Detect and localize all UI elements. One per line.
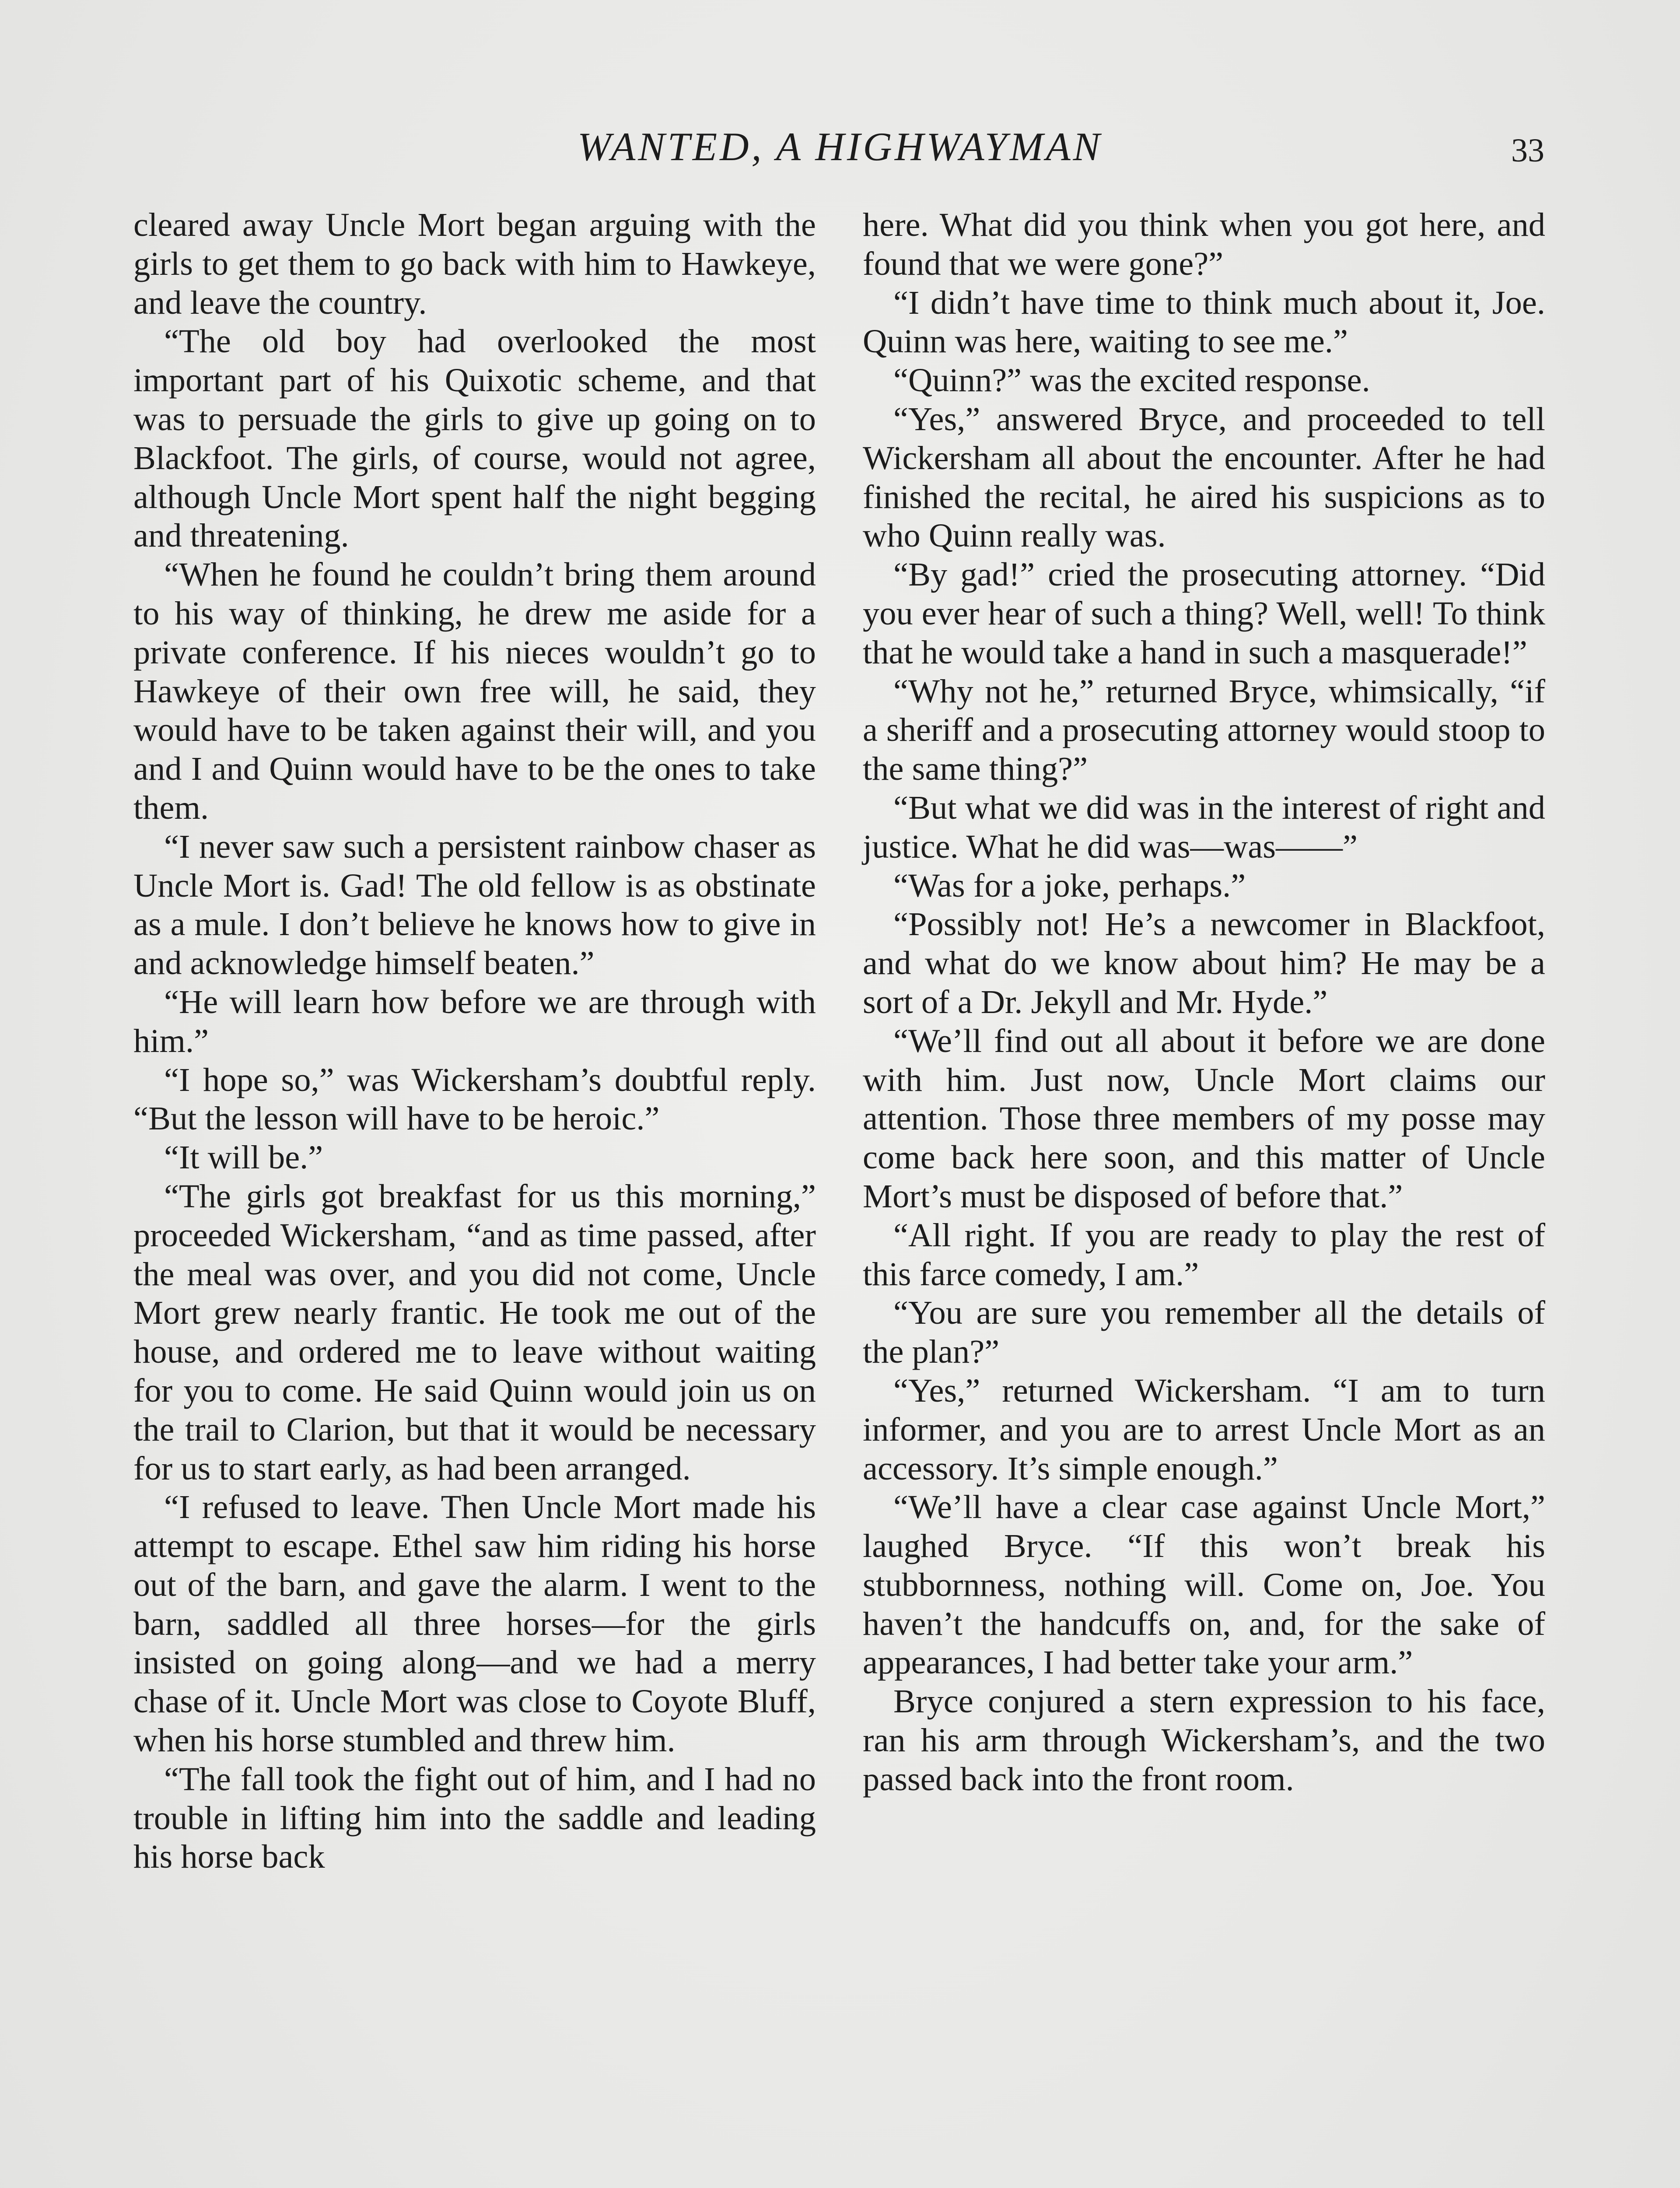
paragraph: “You are sure you remember all the details of the plan?” [863, 1294, 1545, 1371]
paragraph: “But what we did was in the interest of right and justice. What he did was—was——” [863, 789, 1545, 865]
paragraph: “The old boy had overlooked the most important part of his Quixotic scheme, and that was to persuade the girls to give up going on to Blackfoot. The girls, of course, would not agree, although Uncle Mort spent half the night begging and threatening. [133, 323, 816, 554]
paragraph: “I didn’t have time to think much about it, Joe. Quinn was here, waiting to see me.” [863, 284, 1545, 360]
paragraph: “I hope so,” was Wickersham’s doubtful reply. “But the lesson will have to be heroic.” [133, 1061, 816, 1137]
paragraph: “We’ll find out all about it before we are done with him. Just now, Uncle Mort claims our attention. Those three members of my posse may come back here soon, and this matter of Uncle Mort’s must be disposed of before that.” [863, 1022, 1545, 1215]
right-column [863, 206, 1545, 1799]
running-title: WANTED, A HIGHWAYMAN [577, 124, 1103, 169]
left-column [133, 206, 816, 1876]
paragraph: “I never saw such a persistent rainbow chaser as Uncle Mort is. Gad! The old fellow is as obstinate as a mule. I don’t believe he knows how to give in and acknowledge himself beaten.” [133, 828, 816, 982]
paragraph: “We’ll have a clear case against Uncle Mort,” laughed Bryce. “If this won’t break his stubbornness, nothing will. Come on, Joe. You haven’t the handcuffs on, and, for the sake of appearances, I had better take your arm.” [863, 1488, 1545, 1681]
paragraph: “Was for a joke, perhaps.” [893, 866, 1246, 904]
paragraph: “All right. If you are ready to play the rest of this farce comedy, I am.” [863, 1216, 1545, 1293]
paragraph: Bryce conjured a stern expression to his face, ran his arm through Wickersham’s, and the two passed back into the front room. [863, 1683, 1545, 1798]
paragraph: “I refused to leave. Then Uncle Mort made his attempt to escape. Ethel saw him riding his horse out of the barn, and gave the alarm. I went to the barn, saddled all three horses—for the girls insisted on going along—and we had a merry chase of it. Uncle Mort was close to Coyote Bluff, when his horse stumbled and threw him. [133, 1488, 816, 1759]
paragraph: “Quinn?” was the excited response. [893, 361, 1370, 399]
paragraph: “By gad!” cried the prosecuting attorney. “Did you ever hear of such a thing? Well, well! To think that he would take a hand in such a masquerade!” [863, 556, 1545, 671]
paragraph: “Yes,” returned Wickersham. “I am to turn informer, and you are to arrest Uncle Mort as an accessory. It’s simple enough.” [863, 1371, 1545, 1487]
paragraph: here. What did you think when you got here, and found that we were gone?” [863, 206, 1545, 282]
paragraph: “The girls got breakfast for us this morning,” proceeded Wickersham, “and as time passed, after the meal was over, and you did not come, Uncle Mort grew nearly frantic. He took me out of the house, and ordered me to leave without waiting for you to come. He said Quinn would join us on the trail to Clarion, but that it would be necessary for us to start early, as had been arranged. [133, 1177, 816, 1487]
paragraph: “Possibly not! He’s a newcomer in Blackfoot, and what do we know about him? He may be a sort of a Dr. Jekyll and Mr. Hyde.” [863, 905, 1545, 1020]
paragraph: cleared away Uncle Mort began arguing with the girls to get them to go back with him to Hawkeye, and leave the country. [133, 206, 816, 321]
paragraph: “He will learn how before we are through with him.” [133, 983, 816, 1059]
running-header [0, 118, 1680, 179]
paragraph: “Yes,” answered Bryce, and proceeded to tell Wickersham all about the encounter. After he had finished the recital, he aired his suspicions as to who Quinn really was. [863, 400, 1545, 554]
paragraph: “It will be.” [164, 1139, 323, 1176]
paragraph: “When he found he couldn’t bring them around to his way of thinking, he drew me aside for a private conference. If his nieces wouldn’t go to Hawkeye of their own free will, he said, they would have to be taken against their will, and you and I and Quinn would have to be the ones to take them. [133, 556, 816, 826]
paragraph: “Why not he,” returned Bryce, whimsically, “if a sheriff and a prosecuting attorney would stoop to the same thing?” [863, 672, 1545, 788]
paragraph: “The fall took the fight out of him, and I had no trouble in lifting him into the saddle and leading his horse back [133, 1760, 816, 1876]
page-number: 33 [1511, 132, 1544, 169]
